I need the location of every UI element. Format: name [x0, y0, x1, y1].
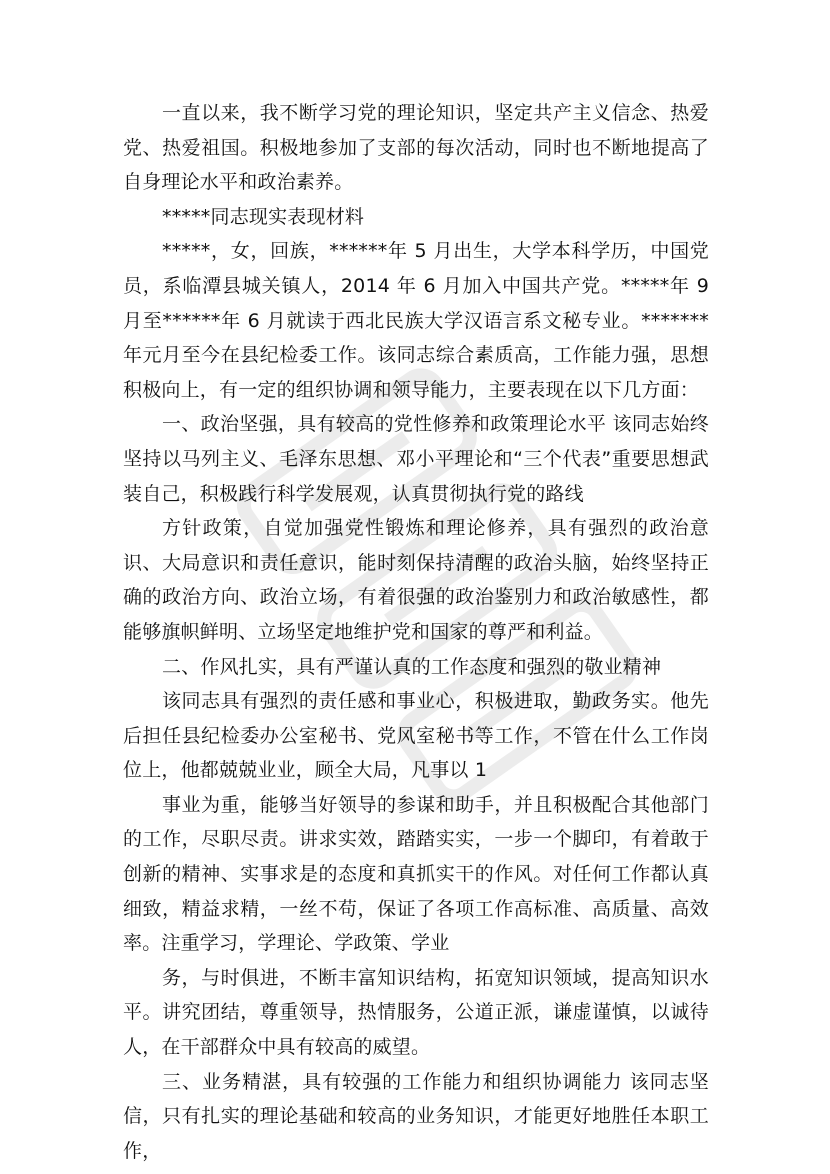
paragraph-heading-1: 一、政治坚强，具有较高的党性修养和政策理论水平 该同志始终坚持以马列主义、毛泽东思想、邓小平理论和“三个代表”重要思想武装自己，积极践行科学发展观，认真贯彻执行党的路线 — [123, 413, 709, 505]
paragraph-heading-3: 三、业务精湛，具有较强的工作能力和组织协调能力 该同志坚信，只有扎实的理论基础和较高的业务知识，才能更好地胜任本职工作， — [123, 1070, 709, 1162]
paragraph: *****，女，回族，******年 5 月出生，大学本科学历，中国党员，系临潭县城关镇人，2014 年 6 月加入中国共产党。*****年 9 月至******年 6 月就读于西北民族大学汉语言系文秘专业。*******年元月至今在县纪检委工作。该同志综合素质高，工作能力强，思想积极向上，有一定的组织协调和领导能力，主要表现在以下几方面： — [123, 240, 709, 401]
paragraph-heading-2: 二、作风扎实，具有严谨认真的工作态度和强烈的敬业精神 — [162, 655, 662, 678]
paragraph: 务，与时俱进，不断丰富知识结构，拓宽知识领域，提高知识水平。讲究团结，尊重领导，热情服务，公道正派，谦虚谨慎，以诚待人，在干部群众中具有较高的威望。 — [123, 966, 709, 1059]
document-body — [123, 96, 709, 1168]
paragraph: 一直以来，我不断学习党的理论知识，坚定共产主义信念、热爱党、热爱祖国。积极地参加了支部的每次活动，同时也不断地提高了自身理论水平和政治素养。 — [123, 102, 709, 194]
paragraph: 事业为重，能够当好领导的参谋和助手，并且积极配合其他部门的工作，尽职尽责。讲求实效，踏踏实实，一步一个脚印，有着敢于创新的精神、实事求是的态度和真抓实干的作风。对任何工作都认真细致，精益求精，一丝不苟，保证了各项工作高标准、高质量、高效率。注重学习，学理论、学政策、学业 — [123, 793, 709, 955]
paragraph: 该同志具有强烈的责任感和事业心，积极进取，勤政务实。他先后担任县纪检委办公室秘书、党风室秘书等工作，不管在什么工作岗位上，他都兢兢业业，顾全大局，凡事以 1 — [123, 690, 709, 782]
paragraph: 方针政策，自觉加强党性锻炼和理论修养，具有强烈的政治意识、大局意识和责任意识，能时刻保持清醒的政治头脑，始终坚持正确的政治方向、政治立场，有着很强的政治鉴别力和政治敏感性，都能够旗帜鲜明、立场坚定地维护党和国家的尊严和利益。 — [123, 517, 709, 643]
paragraph-title: *****同志现实表现材料 — [162, 205, 365, 228]
